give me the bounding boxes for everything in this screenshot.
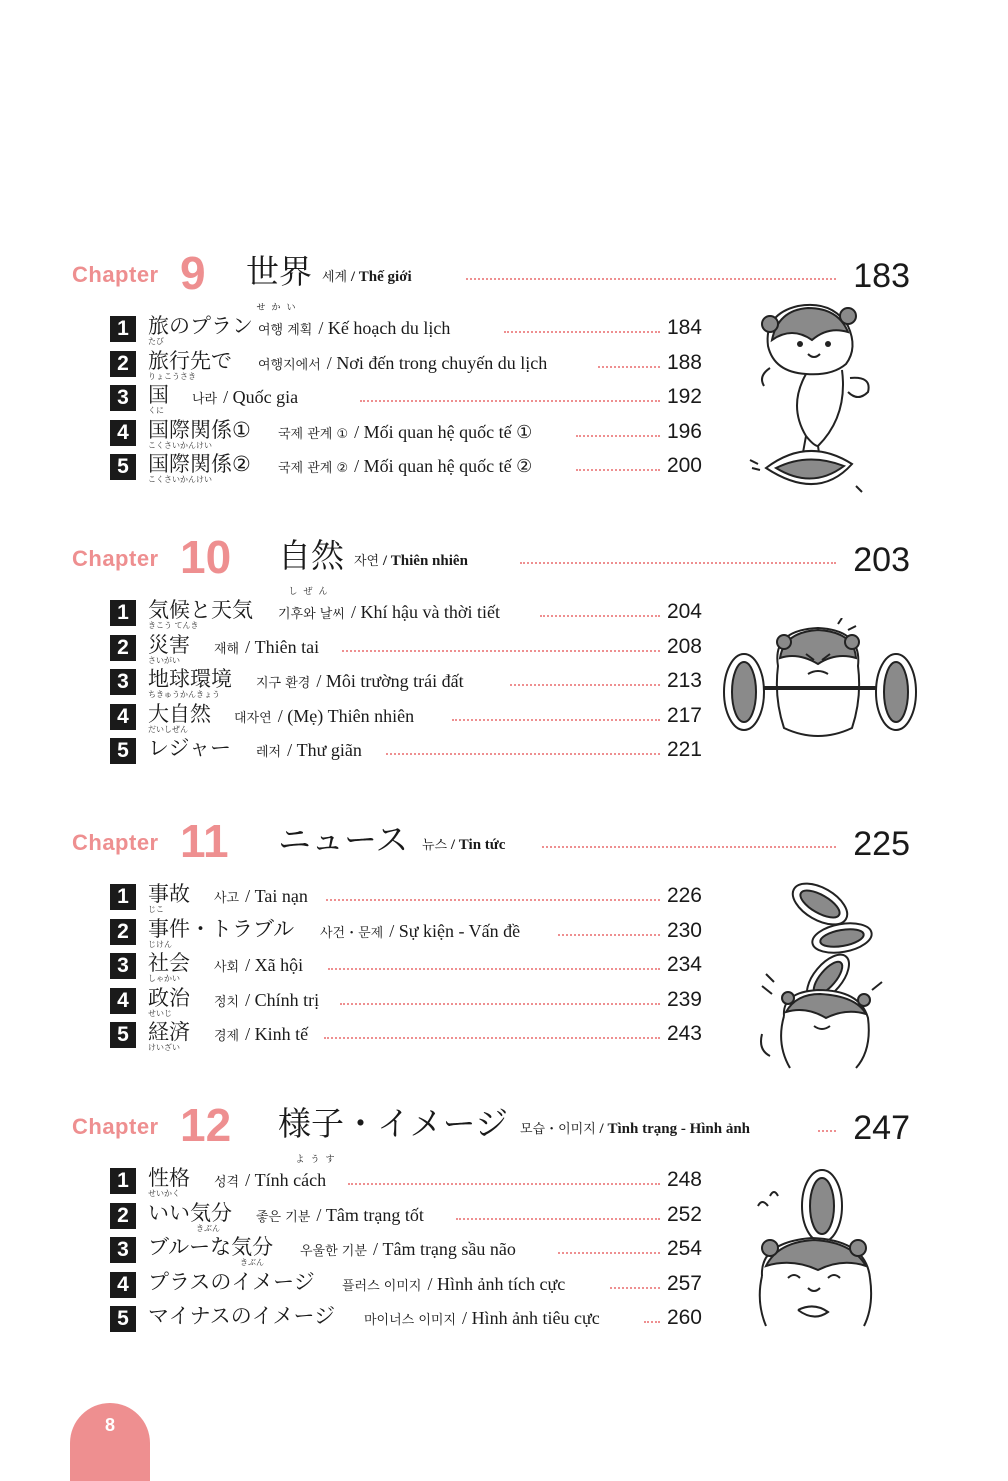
lesson-title-jp (148, 1166, 190, 1198)
lesson-title-text: 災害 (148, 632, 190, 657)
lesson-vi: Khí hậu và thời tiết (360, 602, 500, 622)
lesson-ko: 우울한 기분 (300, 1244, 367, 1259)
chapter-subtitle: 모습・이미지 / Tình trạng - Hình ảnh (520, 1121, 751, 1137)
chapter-label: Chapter (72, 546, 159, 571)
lesson-ko: 기후와 날씨 (278, 607, 345, 622)
lesson-list (110, 312, 702, 485)
leader-dots (558, 1252, 660, 1254)
lesson-title-jp (148, 452, 251, 484)
lesson-number: 3 (110, 953, 136, 979)
lesson-item[interactable] (110, 1199, 702, 1234)
lesson-page: 204 (666, 600, 702, 623)
chapter-title-ruby: しぜん (288, 587, 334, 597)
lesson-vi: Sự kiện - Vấn đề (398, 920, 521, 941)
lesson-ko: 경제 (214, 1029, 240, 1044)
chapter-subtitle: 뉴스 / Tin tức (422, 837, 506, 853)
lesson-ruby: りょこうさき (148, 371, 196, 381)
lesson-title-jp (148, 383, 169, 415)
chapter-title-text: 自然 (278, 536, 344, 575)
lesson-number: 4 (110, 988, 136, 1014)
lesson-ruby: こくさいかんけい (148, 475, 212, 484)
lesson-list (110, 1164, 702, 1337)
chapter-page: 247 (853, 1109, 910, 1147)
leader-dots (576, 435, 660, 437)
lesson-desc: 경제 / Kinh tế (214, 1024, 309, 1044)
chapter-11 (72, 804, 912, 1052)
lesson-number: 2 (110, 635, 136, 661)
lesson-title-jp (148, 951, 190, 983)
lesson-vi: (Mẹ) Thiên nhiên (287, 705, 415, 726)
chapter-title (278, 536, 344, 597)
lesson-page: 234 (666, 953, 702, 976)
chapter-10 (72, 520, 912, 762)
lesson-title-text: 国 (148, 383, 169, 407)
lesson-title-jp (148, 348, 232, 381)
lesson-page: 208 (666, 634, 702, 658)
lesson-title-text: いい気分 (148, 1200, 232, 1225)
lesson-number: 1 (110, 600, 136, 626)
lesson-desc: 기후와 날씨 / Khí hậu và thời tiết (278, 602, 500, 622)
chapter-label: Chapter (72, 262, 159, 287)
lesson-page: 221 (666, 738, 702, 761)
lesson-item[interactable] (110, 1018, 702, 1053)
page-number: 8 (104, 1415, 115, 1435)
lesson-page: 248 (666, 1168, 702, 1191)
lesson-ruby: けいざい (148, 1043, 180, 1052)
lesson-ko: 플러스 이미지 (342, 1278, 422, 1294)
lesson-desc: 여행 계획 / Kế hoạch du lịch (258, 318, 451, 338)
lesson-page: 252 (666, 1202, 702, 1226)
chapter-subtitle-ko: 세계 (322, 270, 348, 285)
leader-dots (610, 1287, 660, 1289)
chapter-subtitle-ko: 뉴스 (422, 838, 448, 853)
lesson-vi: Thư giãn (296, 740, 362, 760)
leader-dots (386, 753, 660, 755)
lesson-title-text: ブルーな気分 (148, 1235, 274, 1259)
lesson-title-jp (148, 916, 295, 949)
chapter-label: Chapter (72, 1114, 159, 1139)
lesson-item[interactable] (110, 631, 702, 666)
lesson-page: 230 (666, 918, 702, 942)
page-number-tab (70, 1403, 150, 1481)
lesson-ruby: くに (148, 406, 164, 415)
lesson-ruby: きぶん (196, 1223, 220, 1233)
lesson-title-jp (148, 1270, 315, 1294)
lesson-vi: Nơi đến trong chuyến du lịch (336, 352, 548, 373)
lesson-page: 213 (666, 669, 702, 692)
lesson-desc: 우울한 기분 / Tâm trạng sầu não (300, 1239, 516, 1259)
leader-dots (348, 1183, 660, 1185)
hamster-balancing-illustration (748, 296, 878, 502)
lesson-number: 3 (110, 385, 136, 411)
leader-dots (340, 1003, 660, 1005)
lesson-ko: 사건・문제 (320, 925, 384, 941)
lesson-desc: 대자연 / (Mẹ) Thiên nhiên (234, 705, 415, 726)
lesson-ruby: さいがい (148, 655, 180, 665)
lesson-number: 1 (110, 316, 136, 342)
lesson-title-text: マイナスのイメージ (148, 1304, 336, 1328)
lesson-number: 3 (110, 669, 136, 695)
leader-dots (576, 469, 660, 471)
leader-dots (342, 650, 660, 652)
leader-dots (452, 719, 660, 721)
lesson-page: 239 (666, 987, 702, 1011)
lesson-title-jp (148, 632, 190, 665)
lesson-title-jp (148, 985, 190, 1018)
lesson-number: 1 (110, 1168, 136, 1194)
lesson-number: 4 (110, 1272, 136, 1298)
lesson-desc: 지구 환경 / Môi trường trái đất (256, 671, 464, 691)
lesson-desc: 사회 / Xã hội (214, 955, 304, 975)
lesson-title-text: 政治 (148, 985, 190, 1010)
lesson-number: 5 (110, 1022, 136, 1048)
leader-dots (328, 968, 660, 970)
chapter-subtitle-ko: 모습・이미지 (520, 1122, 596, 1137)
lesson-vi: Mối quan hệ quốc tế ② (363, 456, 533, 476)
chapter-subtitle-vi: Tin tức (458, 837, 506, 853)
lesson-ko: 국제 관계 ① (278, 426, 349, 442)
lesson-desc: 사고 / Tai nạn (214, 886, 308, 906)
leader-dots (510, 684, 660, 686)
lesson-item[interactable] (110, 312, 702, 347)
lesson-title-jp (148, 417, 251, 450)
leader-dots (324, 1037, 660, 1039)
lesson-ruby: じこ (148, 905, 164, 914)
lesson-title-text: 国際関係② (148, 452, 251, 476)
lesson-item[interactable] (110, 416, 702, 451)
lesson-title-text: 社会 (148, 951, 190, 975)
lesson-desc: 좋은 기분 / Tâm trạng tốt (256, 1204, 424, 1225)
lesson-item[interactable] (110, 347, 702, 382)
lesson-title-text: 事故 (148, 882, 190, 906)
chapter-title (278, 822, 408, 858)
chapter-number: 9 (180, 247, 206, 299)
lesson-item[interactable] (110, 734, 702, 769)
lesson-page: 226 (666, 884, 702, 907)
leader-dots (360, 400, 660, 402)
leader-dots (520, 562, 836, 564)
lesson-ko: 대자연 (234, 710, 272, 726)
lesson-page: 196 (666, 419, 702, 443)
lesson-list (110, 880, 702, 1053)
lesson-ko: 지구 환경 (256, 676, 311, 691)
chapter-subtitle-vi: Thế giới (358, 269, 412, 285)
chapter-header[interactable] (72, 1088, 912, 1165)
lesson-item[interactable] (110, 880, 702, 915)
leader-dots (818, 1130, 836, 1132)
leader-dots (558, 934, 660, 936)
lesson-vi: Tai nạn (254, 886, 308, 906)
lesson-vi: Tính cách (254, 1170, 327, 1190)
lesson-desc: 나라 / Quốc gia (192, 387, 299, 407)
lesson-page: 188 (666, 350, 702, 374)
lesson-number: 3 (110, 1237, 136, 1263)
lesson-ruby: じけん (148, 939, 172, 949)
lesson-ko: 여행지에서 (258, 357, 321, 373)
chapter-page: 225 (853, 825, 910, 863)
lesson-title-jp (148, 701, 211, 734)
lesson-vi: Tâm trạng tốt (325, 1204, 424, 1225)
lesson-page: 184 (666, 316, 702, 339)
lesson-number: 4 (110, 420, 136, 446)
lesson-ruby: ちきゅうかんきょう (148, 690, 220, 699)
lesson-desc: 사건・문제 / Sự kiện - Vấn đề (320, 920, 521, 941)
lesson-desc: 여행지에서 / Nơi đến trong chuyến du lịch (258, 352, 548, 373)
hamster-weightlifting-illustration (722, 618, 918, 748)
lesson-item[interactable] (110, 665, 702, 700)
lesson-page: 260 (666, 1306, 702, 1329)
lesson-number: 5 (110, 738, 136, 764)
lesson-title-jp (148, 1304, 335, 1328)
lesson-desc: 정치 / Chính trị (214, 989, 320, 1010)
lesson-vi: Quốc gia (232, 387, 299, 407)
lesson-page: 217 (666, 703, 702, 727)
leader-dots (456, 1218, 660, 1220)
lesson-ko: 여행 계획 (258, 323, 313, 338)
lesson-title-jp (148, 882, 190, 914)
leader-dots (644, 1321, 660, 1323)
lesson-vi: Chính trị (254, 989, 320, 1010)
lesson-ruby: きこう てんき (148, 621, 199, 630)
chapter-label: Chapter (72, 830, 159, 855)
chapter-subtitle: 자연 / Thiên nhiên (354, 553, 468, 569)
lesson-vi: Tâm trạng sầu não (382, 1239, 516, 1259)
lesson-number: 1 (110, 884, 136, 910)
lesson-item[interactable] (110, 915, 702, 950)
lesson-desc: 마이너스 이미지 / Hình ảnh tiêu cực (364, 1308, 600, 1328)
lesson-desc: 국제 관계 ② / Mối quan hệ quốc tế ② (278, 456, 533, 476)
lesson-number: 2 (110, 351, 136, 377)
lesson-vi: Mối quan hệ quốc tế ① (363, 421, 533, 442)
chapter-number: 11 (180, 815, 229, 867)
leader-dots (540, 615, 660, 617)
chapter-title-ruby: せかい (256, 303, 302, 313)
lesson-desc: 성격 / Tính cách (214, 1170, 327, 1190)
lesson-ko: 레저 (256, 745, 282, 760)
lesson-vi: Kế hoạch du lịch (327, 318, 451, 338)
lesson-title-text: レジャー (148, 736, 232, 760)
lesson-ruby: きぶん (240, 1258, 264, 1267)
lesson-list (110, 596, 702, 769)
lesson-item[interactable] (110, 450, 702, 485)
lesson-ko: 성격 (214, 1175, 240, 1190)
chapter-page: 183 (853, 257, 910, 295)
lesson-item[interactable] (110, 984, 702, 1019)
lesson-page: 200 (666, 454, 702, 477)
lesson-ko: 사회 (214, 960, 240, 975)
lesson-item[interactable] (110, 949, 702, 984)
lesson-ko: 사고 (214, 891, 240, 906)
lesson-title-jp (148, 1200, 232, 1233)
lesson-vi: Xã hội (254, 955, 304, 975)
lesson-page: 254 (666, 1237, 702, 1260)
chapter-header[interactable] (72, 804, 912, 867)
leader-dots (542, 846, 836, 848)
lesson-title-text: 旅のプラン (148, 314, 253, 338)
lesson-vi: Hình ảnh tiêu cực (471, 1308, 600, 1328)
chapter-title-text: ニュース (278, 820, 409, 859)
lesson-title-text: 地球環境 (148, 667, 232, 691)
chapter-page: 203 (853, 541, 910, 579)
lesson-title-jp (148, 736, 231, 760)
lesson-title-text: 気候と天気 (148, 598, 253, 622)
lesson-vi: Môi trường trái đất (325, 671, 464, 691)
lesson-ruby: たび (148, 337, 164, 346)
lesson-desc: 국제 관계 ① / Mối quan hệ quốc tế ① (278, 421, 533, 442)
lesson-title-text: 大自然 (148, 701, 211, 726)
lesson-ko: 국제 관계 ② (278, 461, 349, 476)
lesson-title-text: 国際関係① (148, 417, 251, 442)
lesson-item[interactable] (110, 1302, 702, 1337)
lesson-ko: 좋은 기분 (256, 1209, 311, 1225)
chapter-number: 10 (180, 531, 232, 583)
lesson-item[interactable] (110, 1164, 702, 1199)
lesson-title-jp (148, 1020, 190, 1052)
lesson-item[interactable] (110, 1268, 702, 1303)
lesson-item[interactable] (110, 381, 702, 416)
leader-dots (466, 278, 836, 280)
lesson-title-jp (148, 598, 253, 630)
lesson-ruby: こくさいかんけい (148, 440, 212, 450)
lesson-title-text: 性格 (148, 1166, 190, 1190)
chapter-12 (72, 1088, 912, 1330)
leader-dots (504, 331, 660, 333)
lesson-vi: Hình ảnh tích cực (437, 1273, 566, 1294)
chapter-subtitle-ko: 자연 (354, 554, 380, 569)
lesson-item[interactable] (110, 700, 702, 735)
lesson-number: 5 (110, 454, 136, 480)
chapter-subtitle: 세계 / Thế giới (322, 269, 412, 285)
lesson-ruby: だいしぜん (148, 724, 188, 734)
leader-dots (598, 366, 660, 368)
lesson-desc: 플러스 이미지 / Hình ảnh tích cực (342, 1273, 566, 1294)
chapter-subtitle-vi: Tình trạng - Hình ảnh (607, 1121, 751, 1137)
chapter-header[interactable] (72, 520, 912, 597)
chapter-title-ruby: ようす (295, 1155, 341, 1165)
lesson-number: 2 (110, 1203, 136, 1229)
lesson-item[interactable] (110, 1233, 702, 1268)
lesson-page: 257 (666, 1271, 702, 1295)
lesson-vi: Kinh tế (254, 1024, 309, 1044)
hamster-seed-head-illustration (748, 1166, 882, 1328)
lesson-number: 5 (110, 1306, 136, 1332)
lesson-page: 243 (666, 1022, 702, 1045)
lesson-title-text: 事件・トラブル (148, 916, 295, 941)
chapter-header[interactable] (72, 236, 912, 313)
lesson-title-jp (148, 314, 253, 346)
lesson-title-text: プラスのイメージ (148, 1269, 315, 1294)
chapter-subtitle-vi: Thiên nhiên (390, 553, 468, 569)
lesson-number: 2 (110, 919, 136, 945)
lesson-ko: 마이너스 이미지 (364, 1313, 457, 1328)
chapter-title-text: 様子・イメージ (278, 1104, 509, 1143)
lesson-ko: 재해 (214, 641, 240, 657)
lesson-ruby: しゃかい (148, 974, 180, 983)
lesson-title-text: 旅行先で (148, 348, 232, 373)
leader-dots (326, 899, 660, 901)
chapter-title (246, 252, 312, 313)
lesson-ko: 정치 (214, 994, 240, 1010)
lesson-title-jp (148, 667, 232, 699)
chapter-number: 12 (180, 1099, 232, 1151)
lesson-ko: 나라 (192, 392, 218, 407)
chapter-9 (72, 236, 912, 484)
lesson-desc: 재해 / Thiên tai (214, 636, 320, 657)
lesson-number: 4 (110, 704, 136, 730)
lesson-vi: Thiên tai (254, 636, 320, 657)
lesson-page: 192 (666, 385, 702, 408)
chapter-title (278, 1104, 509, 1165)
chapter-title-text: 世界 (246, 252, 312, 291)
lesson-ruby: せいじ (148, 1008, 172, 1018)
lesson-title-jp (148, 1235, 274, 1267)
lesson-ruby: せいかく (148, 1189, 180, 1198)
lesson-title-text: 経済 (148, 1020, 190, 1044)
hamster-seeds-falling-illustration (756, 874, 890, 1072)
lesson-item[interactable] (110, 596, 702, 631)
lesson-desc: 레저 / Thư giãn (256, 740, 362, 760)
